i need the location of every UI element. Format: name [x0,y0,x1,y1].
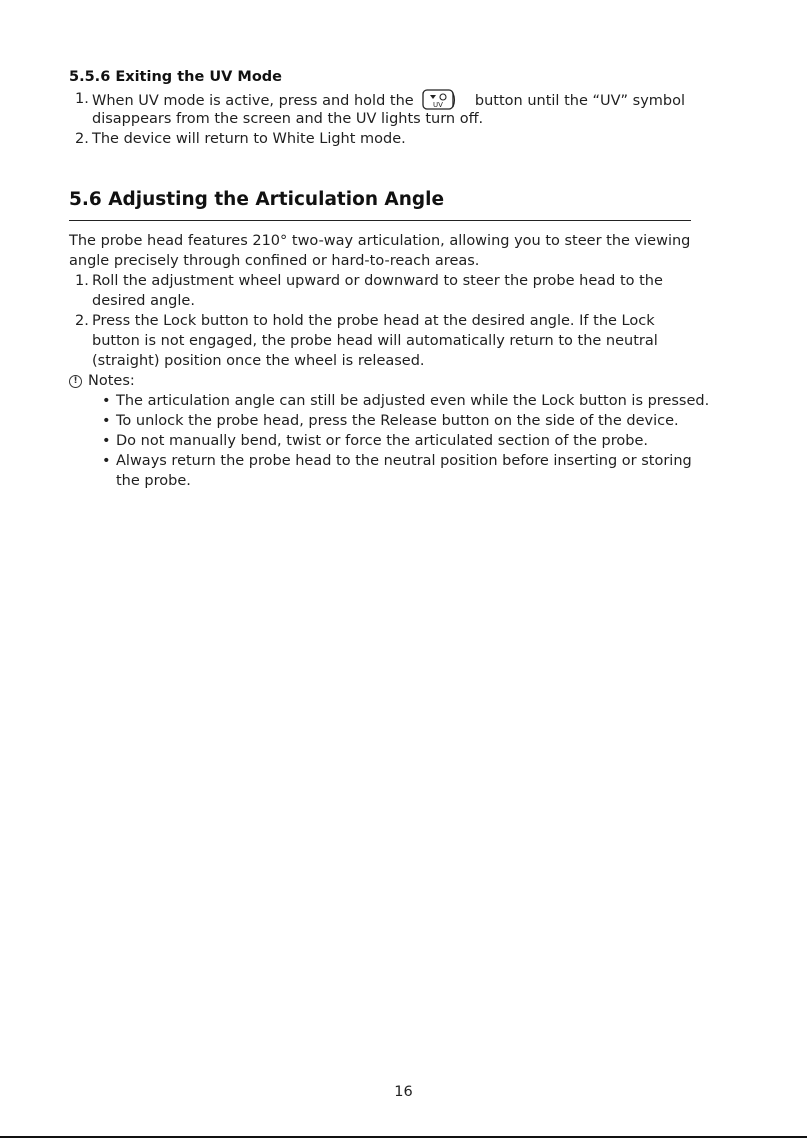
bullet-icon: • [102,413,111,429]
page-bottom-border [0,1136,807,1138]
list-item-text: The device will return to White Light mode. [92,131,406,147]
note-text: Do not manually bend, twist or force the articulated section of the probe. [116,433,648,449]
uv-button-label: UV [433,101,444,109]
list-item-text: button is not engaged, the probe head will automatically return to the neutral [92,333,658,349]
list-item-text: desired angle. [92,293,195,309]
note-text: To unlock the probe head, press the Release button on the side of the device. [116,413,679,429]
list-item-text-segment: When UV mode is active, press and hold the [92,93,414,109]
list-item-number: 1. [75,91,89,107]
note-text: The articulation angle can still be adjusted even while the Lock button is pressed. [116,393,710,409]
info-circle-icon: ! [69,375,82,388]
notes-label: Notes: [88,373,135,389]
bullet-icon: • [102,393,111,409]
list-item-number: 2. [75,131,89,147]
list-item-text [92,89,685,111]
list-item-text: disappears from the screen and the UV lights turn off. [92,111,484,127]
list-item-text: Roll the adjustment wheel upward or downward to steer the probe head to the [92,273,663,289]
bullet-icon: • [102,453,111,469]
uv-mode-button-icon [422,89,456,109]
intro-text: The probe head features 210° two-way articulation, allowing you to steer the viewing [69,233,691,249]
section-divider [69,220,691,221]
list-item-text: Press the Lock button to hold the probe head at the desired angle. If the Lock [92,313,655,329]
intro-text: angle precisely through confined or hard-to-reach areas. [69,253,480,269]
section-title: 5.6 Adjusting the Articulation Angle [69,189,445,210]
list-item-text: (straight) position once the wheel is released. [92,353,425,369]
list-item-text-segment: button until the “UV” symbol [474,93,686,109]
note-text: the probe. [116,473,191,489]
bullet-icon: • [102,433,111,449]
list-item-number: 2. [75,313,89,329]
subsection-heading: 5.5.6 Exiting the UV Mode [69,69,282,85]
page-number: 16 [394,1084,413,1100]
list-item-number: 1. [75,273,89,289]
note-text: Always return the probe head to the neutral position before inserting or storing [116,453,692,469]
